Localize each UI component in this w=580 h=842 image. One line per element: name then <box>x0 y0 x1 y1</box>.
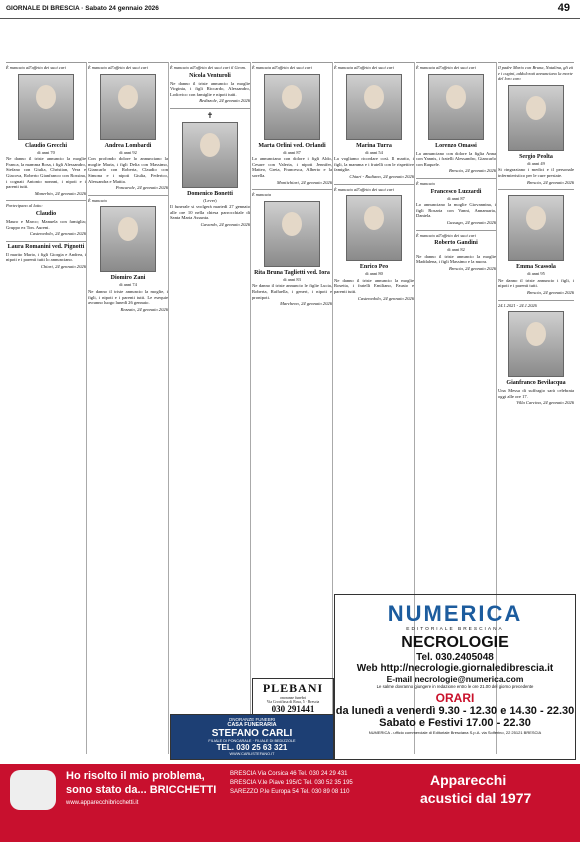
deceased-age: di anni 87 <box>283 149 301 155</box>
deceased-name: Emma Scassola <box>516 264 556 271</box>
notice-place-date: Brescia, 24 gennaio 2026 <box>448 168 496 174</box>
deceased-age: di anni 83 <box>283 276 301 282</box>
deceased-age: di anni 87 <box>447 195 465 201</box>
column-rule <box>250 62 251 754</box>
notice-intro: È mancato <box>416 180 435 186</box>
obituary-notice <box>88 195 168 317</box>
obituary-notice <box>416 62 496 178</box>
bricchetti-line2: sono stato da... BRICCHETTI <box>66 784 217 796</box>
obituary-notice <box>170 108 250 232</box>
numerica-orari: ORARI <box>435 691 475 705</box>
notice-text: La vogliamo ricordare così. Il marito, i figli, la mamma e i fratelli con le rispettive famiglie. <box>334 156 414 173</box>
carli-line2: CASA FUNERARIA <box>227 722 277 728</box>
notice-text: Una Messa di suffragio sarà celebrata oggi alle ore 17. <box>498 388 574 399</box>
numerica-address: NUMERICA - ufficio commerciale di Editoriale Bresciana S.p.A. via Solferino, 22 25121 BRESCIA <box>368 730 542 735</box>
deceased-name: Lorenzo Omassi <box>435 142 477 149</box>
numerica-tel: Tel. 030.2405048 <box>416 652 494 663</box>
bricchetti-web[interactable]: www.apparecchibricchetti.it <box>66 800 139 806</box>
deceased-photo <box>508 195 564 261</box>
bricchetti-right2: acustici dal 1977 <box>420 790 532 806</box>
deceased-name: Nicola Venturoli <box>189 72 231 79</box>
header-masthead: GIORNALE DI BRESCIA · Sabato 24 gennaio 2026 <box>6 5 159 12</box>
ear-icon <box>10 770 56 810</box>
notice-intro: È mancata all'affetto dei suoi cari <box>334 65 394 70</box>
notice-intro: Partecipano al lutto: <box>6 203 43 209</box>
column-4 <box>252 62 332 311</box>
deceased-name: Enrico Peo <box>359 264 389 271</box>
numerica-note: Le salme dovranno giungere in redazione entro le ore 21.00 del giorno precedente <box>376 684 534 689</box>
notice-text: Mauro e Marco; Manuela con famiglia; Gruppo ex Ton. Aureni. <box>6 218 86 230</box>
obituary-notice <box>498 62 574 189</box>
deceased-photo <box>428 74 484 140</box>
notice-intro: È mancato all'affetto dei suoi cari <box>416 232 476 238</box>
numerica-hours-weekday: da lunedì a venerdì 9.30 - 12.30 e 14.30 - 22.30 <box>335 705 575 717</box>
column-7 <box>498 62 574 410</box>
notice-intro: È mancata all'affetto dei suoi cari <box>252 65 312 70</box>
column-1 <box>6 62 86 274</box>
notice-place-date: Brescia, 24 gennaio 2026 <box>526 289 574 295</box>
notice-text: Si ringraziano i medici e il personale infermieristico per le cure prestate. <box>498 167 574 178</box>
cross-icon: ✝ <box>206 110 214 120</box>
notice-place-date: Marcheno, 24 gennaio 2026 <box>280 301 332 307</box>
notice-intro: È mancata all'affetto dei suoi cari <box>416 65 476 70</box>
deceased-name: Gianfranco Bevilacqua <box>506 380 566 387</box>
bricchetti-location: BRESCIA V.le Piave 195/C Tel. 030 52 35 195 <box>230 780 353 786</box>
ad-plebani <box>252 678 334 716</box>
ad-numerica <box>334 594 576 760</box>
bricchetti-location: BRESCIA Via Corsica 46 Tel. 030 24 29 431 <box>230 771 348 777</box>
notice-place-date: Brescia, 24 gennaio 2026 <box>448 265 496 271</box>
column-rule <box>332 62 333 754</box>
deceased-name: Francesco Luzzardi <box>430 188 482 195</box>
numerica-hours-weekend: Sabato e Festivi 17.00 - 22.30 <box>379 717 531 729</box>
notice-intro: È mancato all'affetto dei suoi cari il Geom. <box>170 65 247 70</box>
notice-place-date: Gussago, 24 gennaio 2026 <box>446 219 496 225</box>
ad-bricchetti <box>0 764 580 842</box>
obituary-notice <box>498 300 574 410</box>
bricchetti-line1: Ho risolto il mio problema, <box>66 770 205 782</box>
notice-intro: È mancato all'affetto dei suoi cari <box>88 65 148 70</box>
deceased-photo <box>182 122 238 188</box>
notice-text: Il funerale si svolgerà martedì 27 gennaio alle ore 10 nella chiesa parrocchiale di Santa Maria Assunta. <box>170 204 250 221</box>
notice-place-date: Castenedolo, 24 gennaio 2026 <box>29 231 86 237</box>
carli-branches: FILIALE DI PONCARALE · FILIALE DI BEDIZZOLE <box>208 739 296 743</box>
notice-place-date: Villa Carcina, 24 gennaio 2026 <box>516 400 574 406</box>
column-rule <box>168 62 169 754</box>
notice-text: Ne danno il triste annuncio la moglie Rosetta, i fratelli Emiliano, Fausto e parenti tutti. <box>334 277 414 294</box>
carli-name: STEFANO CARLI <box>211 728 293 739</box>
notice-text: Ne danno il triste annuncio la moglie Virginia, i figli Riccardo, Alessandro, Lodovico con famiglie e nipoti tutti. <box>170 80 250 97</box>
deceased-photo <box>264 201 320 267</box>
notice-text: La annunciano con dolore la figlia Anna con Yannis, i fratelli Alessandro, Giancarlo con Raquele. <box>416 150 496 167</box>
notice-intro: 24.1.2021 - 24.1.2026 <box>498 302 537 308</box>
notice-intro: È mancato <box>88 197 107 203</box>
deceased-photo <box>18 74 74 140</box>
notice-place-date: Manerbio, 24 gennaio 2026 <box>34 190 86 196</box>
bricchetti-location: SAREZZO P.le Europa 54 Tel. 030 89 08 110 <box>230 789 350 795</box>
deceased-photo <box>100 206 156 272</box>
carli-line1: ONORANZE FUNEBRI <box>228 717 276 722</box>
deceased-age: di anni 70 <box>37 149 55 155</box>
obituary-notice <box>334 62 414 184</box>
deceased-name: Marina Turra <box>356 142 392 149</box>
plebani-address: Via Crocifissa di Rosa, 5 · Brescia <box>266 700 320 704</box>
notice-place-date: Rezzato, 24 gennaio 2026 <box>120 306 168 312</box>
deceased-age: di anni 49 <box>527 160 545 166</box>
numerica-web[interactable]: Web http://necrologie.giornaledibrescia.it <box>356 663 554 674</box>
obituary-notice <box>88 62 168 195</box>
deceased-photo <box>100 74 156 140</box>
bricchetti-right1: Apparecchi <box>430 772 507 788</box>
obituary-notice <box>6 200 86 240</box>
numerica-title: NECROLOGIE <box>401 634 509 651</box>
notice-text: Lo annunciano con dolore i figli Aldo, Cesare con Valeria, i nipoti Jennifer, Matteo, Greta, Francesca, Alberto e la sorella. <box>252 156 332 178</box>
obituary-notice <box>6 62 86 200</box>
deceased-name: Andrea Lombardi <box>104 142 152 149</box>
notice-text: Ne danno il triste annuncio la moglie, i figli, i nipoti e i parenti tutti. Le esequie avranno luogo lunedì 26 gennaio. <box>88 288 168 306</box>
obituary-notice <box>6 241 86 274</box>
column-6 <box>416 62 496 276</box>
deceased-age: di anni 80 <box>365 271 383 277</box>
notice-intro: È mancato all'affetto dei suoi cari <box>334 186 394 192</box>
numerica-mail[interactable]: E-mail necrologie@numerica.com <box>386 674 524 684</box>
deceased-photo <box>264 74 320 140</box>
obituary-notice <box>416 178 496 230</box>
obituary-notice <box>498 189 574 299</box>
notice-place-date: Castenedolo, 24 gennaio 2026 <box>357 295 414 301</box>
deceased-age: di anni 54 <box>365 149 383 155</box>
carli-web: WWW.CARLISTEFANO.IT <box>229 752 275 756</box>
obituary-notice <box>252 189 332 311</box>
plebani-tagline: onoranze funebri <box>280 696 306 700</box>
deceased-photo <box>346 74 402 140</box>
obituary-notice <box>170 62 250 108</box>
notice-intro: È mancata <box>252 192 271 198</box>
ad-carli <box>170 714 334 760</box>
deceased-age: di anni 74 <box>119 282 137 288</box>
numerica-logo: NUMERICA <box>387 601 523 626</box>
numerica-sub: EDITORIALE BRESCIANA <box>406 627 504 632</box>
notice-place-date: Gavardo, 24 gennaio 2026 <box>200 221 250 227</box>
obituary-notice <box>334 184 414 306</box>
deceased-age: (Lever) <box>203 197 217 203</box>
carli-phone: TEL. 030 25 63 321 <box>216 743 288 752</box>
column-5 <box>334 62 414 305</box>
notice-text: Lo annunciano la moglie Giovannina, i figli Rosaria con Vanni, Annamaria, Daniela. <box>416 202 496 219</box>
notice-text: Con profondo dolore lo annunciano la moglie Maria, i figli Delia con Massimo, Giancarlo con Roberta, Claudio con Simona e i nipoti Giulia, Federico, Alessandra e Mattia. <box>88 156 168 184</box>
notice-text: Il marito Mario, i figli Giorgia e Andrea, i nipoti e i parenti tutti lo annunciano. <box>6 251 86 263</box>
deceased-name: Sergio Peolta <box>519 153 553 160</box>
deceased-age: di anni 92 <box>119 149 137 155</box>
notice-intro: È mancato all'affetto dei suoi cari <box>6 65 66 70</box>
page-header <box>0 0 580 19</box>
obituary-notice <box>416 230 496 276</box>
deceased-name: Rita Bruna Taglietti ved. Iora <box>254 269 330 276</box>
deceased-age: di anni 95 <box>527 271 545 277</box>
notice-intro: Il padre Mario con Bruna, Natalina, gli zii e i cugini, addolorati annunciano la morte del loro caro <box>498 65 574 82</box>
column-3 <box>170 62 250 232</box>
deceased-age: di anni 82 <box>447 247 465 253</box>
deceased-name: Domenico Bonetti <box>187 190 233 197</box>
plebani-phone: 030 291441 <box>271 704 315 714</box>
deceased-name: Claudio <box>35 210 57 217</box>
notice-text: Ne danno il triste annuncio la moglie Maddalena, i figli Massimo e la nuora. <box>416 253 496 265</box>
obituary-notice <box>252 62 332 189</box>
deceased-name: Roberto Gandini <box>434 240 478 247</box>
deceased-photo <box>508 311 564 377</box>
column-rule <box>86 62 87 754</box>
column-2 <box>88 62 168 316</box>
notice-place-date: Montichiari, 24 gennaio 2026 <box>276 179 332 185</box>
bricchetti-locations <box>230 770 353 797</box>
deceased-photo <box>346 195 402 261</box>
plebani-name: PLEBANI <box>262 681 324 695</box>
deceased-name: Claudio Grecchi <box>24 142 68 149</box>
notice-place-date: Bedizzole, 24 gennaio 2026 <box>199 98 250 104</box>
deceased-name: Laura Romanini ved. Pignotti <box>7 243 85 250</box>
notice-place-date: Poncarale, 24 gennaio 2026 <box>115 185 168 191</box>
deceased-photo <box>508 85 564 151</box>
notice-text: Ne danno il triste annuncio la moglie Franca, la mamma Rosa, i figli Alessandro, Stefano con Giulia, Christian, Vera e Giacova, Roberto Gianfranco con Rossina, i cognati Antonio nonnni, i nipoti e i parenti tutti. <box>6 156 86 190</box>
notice-text: Ne danno il triste annuncio le figlie Lucia, Roberta, Raffaella, i generi, i nipoti e pronipoti. <box>252 283 332 300</box>
page-number: 49 <box>557 2 570 14</box>
notice-place-date: Chiari - Rudiano, 24 gennaio 2026 <box>349 173 414 179</box>
notice-place-date: Brescia, 24 gennaio 2026 <box>526 179 574 185</box>
deceased-name: Diomiro Zani <box>110 275 146 282</box>
deceased-name: Marta Orlini ved. Orlandi <box>258 142 326 149</box>
notice-text: Ne danno il triste annuncio i figli, i nipoti e i parenti tutti. <box>498 277 574 289</box>
notice-place-date: Chiari, 24 gennaio 2026 <box>40 263 86 269</box>
